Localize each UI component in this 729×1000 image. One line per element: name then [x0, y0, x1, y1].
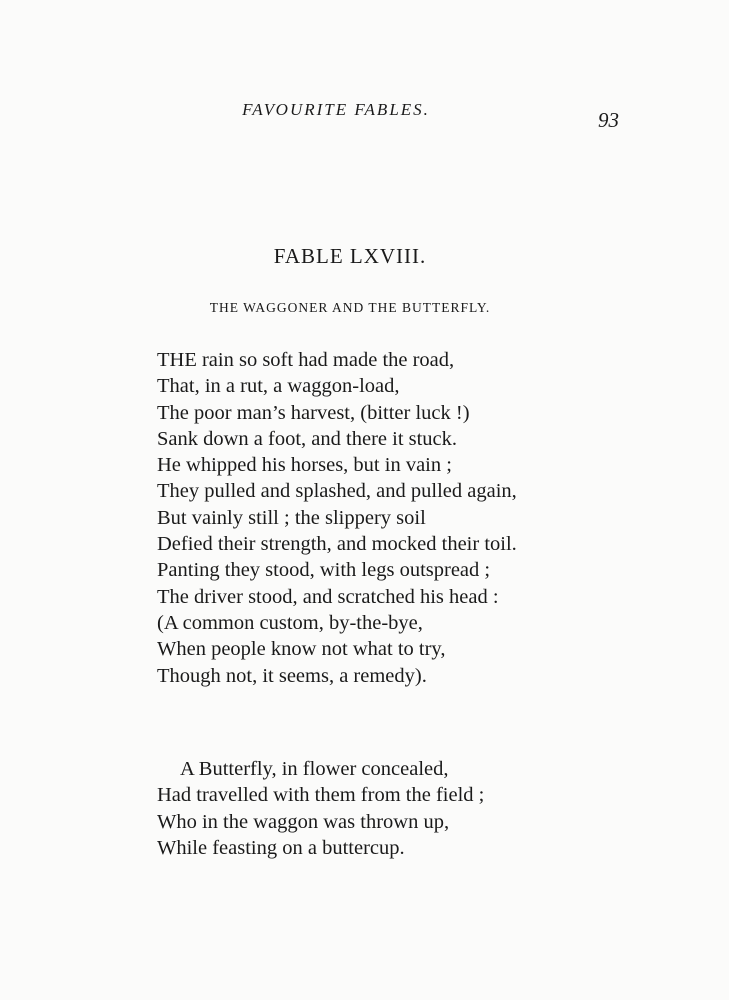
- poem-line: When people know not what to try,: [157, 638, 446, 661]
- poem-line: The poor man’s harvest, (bitter luck !): [157, 401, 470, 424]
- running-title: FAVOURITE FABLES.: [242, 100, 430, 119]
- poem-line: That, in a rut, a waggon-load,: [157, 375, 400, 398]
- poem-line: The driver stood, and scratched his head :: [157, 585, 499, 608]
- poem-stanza-1: [157, 347, 517, 689]
- poem-line: Panting they stood, with legs outspread ;: [157, 559, 491, 582]
- page-number: 93: [598, 108, 619, 132]
- poem-line: A Butterfly, in flower concealed,: [180, 758, 449, 780]
- poem-line: Though not, it seems, a remedy).: [157, 664, 427, 687]
- poem-line: But vainly still ; the slippery soil: [157, 506, 426, 529]
- poem-line: He whipped his horses, but in vain ;: [157, 454, 452, 477]
- poem-line: THE rain so soft had made the road,: [157, 349, 455, 371]
- fable-title: THE WAGGONER AND THE BUTTERFLY.: [209, 300, 491, 315]
- poem-line: Sank down a foot, and there it stuck.: [157, 427, 458, 450]
- poem-line: Had travelled with them from the field ;: [157, 784, 485, 807]
- poem-line: They pulled and splashed, and pulled again,: [157, 480, 517, 503]
- poem-line: (A common custom, by-the-bye,: [157, 611, 423, 634]
- poem-line: While feasting on a buttercup.: [157, 836, 405, 859]
- fable-number: FABLE LXVIII.: [273, 244, 427, 268]
- poem-line: Defied their strength, and mocked their toil.: [157, 533, 517, 556]
- poem-stanza-2: [157, 756, 484, 861]
- poem-line: Who in the waggon was thrown up,: [157, 810, 450, 833]
